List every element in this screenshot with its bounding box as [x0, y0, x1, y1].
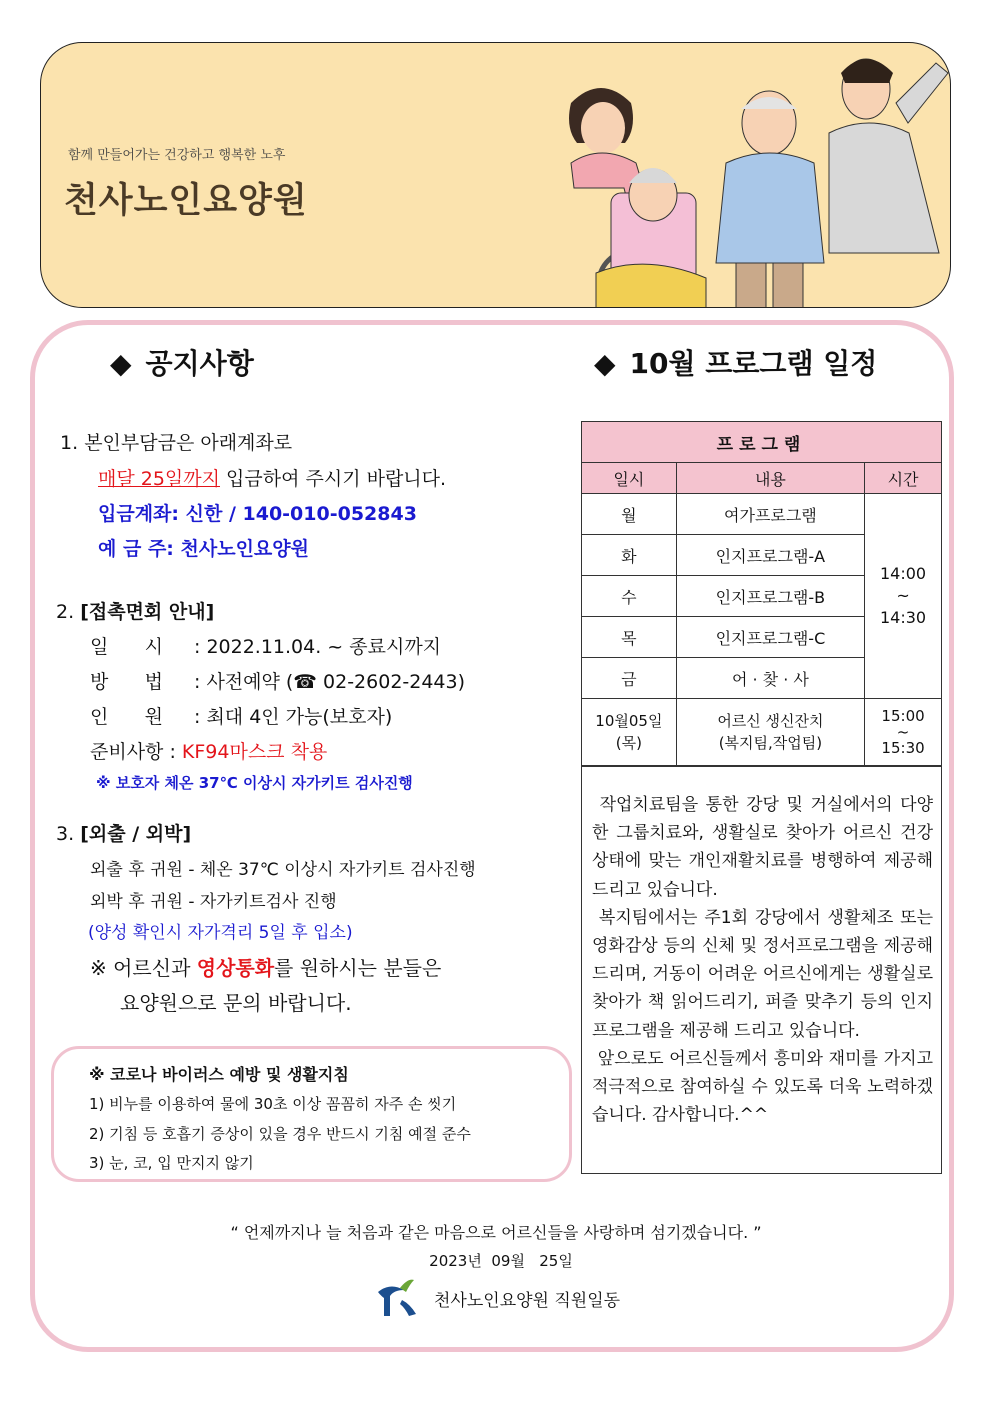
column-header: 일시	[582, 463, 677, 494]
description-paragraph: 작업치료팀을 통한 강당 및 거실에서의 다양한 그룹치료와, 생활실로 찾아가 어르신 건강상태에 맞는 개인재활치료를 병행하여 제공해 드리고 있습니다.	[592, 795, 939, 900]
table-title: 프로그램	[582, 422, 942, 463]
program-cell: 어 · 찾 · 사	[676, 658, 864, 699]
time-cell	[865, 494, 942, 699]
row-value: : 2022.11.04. ~ 종료시까지	[194, 636, 442, 658]
wheelchair-figure	[596, 168, 706, 308]
program-cell: 여가프로그램	[676, 494, 864, 535]
time-start: 14:00	[879, 564, 927, 583]
diamond-icon: ◆	[594, 347, 616, 380]
row-value: : 최대 4인 가능(보호자)	[194, 706, 393, 728]
special-team: (복지팀,작업팀)	[718, 734, 823, 752]
video-call-post: 를 원하시는 분들은	[274, 956, 442, 980]
notice-item-1-line1	[60, 428, 292, 455]
notice-item-1-line2	[98, 464, 446, 491]
diamond-icon: ◆	[110, 347, 132, 380]
program-cell: 인지프로그램-A	[676, 535, 864, 576]
schedule-heading-text: 10월 프로그램 일정	[629, 347, 878, 380]
time-sep: ~	[896, 586, 910, 605]
visit-row-date	[90, 632, 441, 659]
signature	[374, 1278, 620, 1318]
time-end: 15:30	[881, 739, 925, 757]
program-cell: 인지프로그램-C	[676, 617, 864, 658]
row-label: 일 시	[90, 636, 163, 658]
item-text: 본인부담금은 아래계좌로	[84, 432, 293, 454]
special-date: 10월05일	[595, 712, 663, 730]
special-weekday: (목)	[615, 734, 642, 752]
special-date-cell	[582, 699, 677, 766]
row-value: : 사전예약 (☎ 02-2602-2443)	[194, 671, 466, 693]
outing-line-3: (양성 확인시 자가격리 5일 후 입소)	[88, 923, 353, 943]
notice-heading-text: 공지사항	[145, 347, 254, 380]
corona-item: 2) 기침 등 호흡기 증상이 있을 경우 반드시 기침 예절 준수	[89, 1125, 471, 1143]
inquiry-line: 요양원으로 문의 바랍니다.	[120, 991, 352, 1015]
mask-requirement: KF94마스크 착용	[181, 741, 328, 763]
program-description	[581, 766, 942, 1174]
outing-line-1: 외출 후 귀원 - 체온 37℃ 이상시 자가키트 검사진행	[90, 860, 476, 880]
item-title: [외출 / 외박]	[80, 823, 192, 845]
video-call-line	[90, 952, 441, 981]
day-cell: 목	[582, 617, 677, 658]
table-row	[582, 494, 942, 535]
schedule-table	[581, 421, 942, 766]
item-text: 입금하여 주시기 바랍니다.	[220, 468, 447, 490]
visit-row-prep	[90, 737, 327, 764]
description-paragraph: 앞으로도 어르신들께서 흥미와 재미를 가지고 적극적으로 참여하실 수 있도록 더욱 노력하겠습니다. 감사합니다.^^	[592, 1048, 939, 1126]
row-label: 방 법	[90, 671, 163, 693]
special-time-cell	[865, 699, 942, 766]
day-cell: 수	[582, 576, 677, 617]
org-logo-icon	[374, 1278, 420, 1318]
schedule-heading	[594, 342, 877, 382]
time-end: 14:30	[879, 608, 927, 627]
video-call-highlight: 영상통화	[196, 956, 275, 980]
header-banner	[40, 42, 951, 308]
video-call-pre: ※ 어르신과	[90, 956, 197, 980]
caregivers-illustration	[541, 43, 951, 308]
corona-item: 3) 눈, 코, 입 만지지 않기	[89, 1154, 254, 1172]
day-cell: 금	[582, 658, 677, 699]
row-colon: :	[163, 741, 182, 763]
corona-guideline-box	[51, 1046, 572, 1182]
corona-title: ※ 코로나 바이러스 예방 및 생활지침	[89, 1065, 349, 1084]
org-title: 천사노인요양원	[64, 181, 308, 221]
account-holder: 예 금 주: 천사노인요양원	[98, 538, 309, 560]
time-sep: ~	[896, 723, 910, 741]
item-number: 2.	[56, 601, 75, 623]
row-label: 준비사항	[90, 741, 164, 763]
visit-row-people	[90, 702, 392, 729]
column-header: 내용	[676, 463, 864, 494]
closing-quote: “ 언제까지나 늘 처음과 같은 마음으로 어르신들을 사랑하며 섬기겠습니다. ”	[230, 1223, 762, 1242]
due-date-text: 매달 25일까지	[98, 468, 220, 490]
table-row	[582, 699, 942, 766]
item-title: [접촉면회 안내]	[80, 601, 215, 623]
tagline: 함께 만들어가는 건강하고 행복한 노후	[68, 148, 286, 163]
item-number: 1.	[60, 432, 79, 454]
notice-item-3-title	[56, 819, 191, 846]
corona-item: 1) 비누를 이용하여 물에 30초 이상 꼼꼼히 자주 손 씻기	[89, 1095, 457, 1113]
day-cell: 화	[582, 535, 677, 576]
temperature-note: ※ 보호자 체온 37℃ 이상시 자가키트 검사진행	[96, 774, 413, 792]
signature-text: 천사노인요양원 직원일동	[434, 1290, 621, 1311]
visit-row-method	[90, 667, 465, 694]
day-cell: 월	[582, 494, 677, 535]
bank-account: 입금계좌: 신한 / 140-010-052843	[98, 503, 417, 525]
young-man-figure	[829, 59, 948, 253]
issue-date: 2023년 09월 25일	[429, 1252, 573, 1270]
outing-line-2: 외박 후 귀원 - 자가키트검사 진행	[90, 892, 337, 912]
notice-heading	[110, 342, 254, 382]
elderly-man-figure	[716, 91, 824, 308]
time-start: 15:00	[881, 707, 925, 725]
row-label: 인 원	[90, 706, 163, 728]
special-program: 어르신 생신잔치	[717, 712, 824, 730]
column-header: 시간	[865, 463, 942, 494]
program-cell: 인지프로그램-B	[676, 576, 864, 617]
item-number: 3.	[56, 823, 75, 845]
description-paragraph: 복지팀에서는 주1회 강당에서 생활체조 또는 영화감상 등의 신체 및 정서프로그램을 제공해 드리며, 거동이 어려운 어르신에게는 생활실로 찾아가 책 읽어드리기, 퍼즐 맞추기 등의 인지프로그램을 제공해 드리고 있습니다.	[592, 907, 939, 1041]
special-program-cell	[676, 699, 864, 766]
notice-item-2-title	[56, 597, 214, 624]
